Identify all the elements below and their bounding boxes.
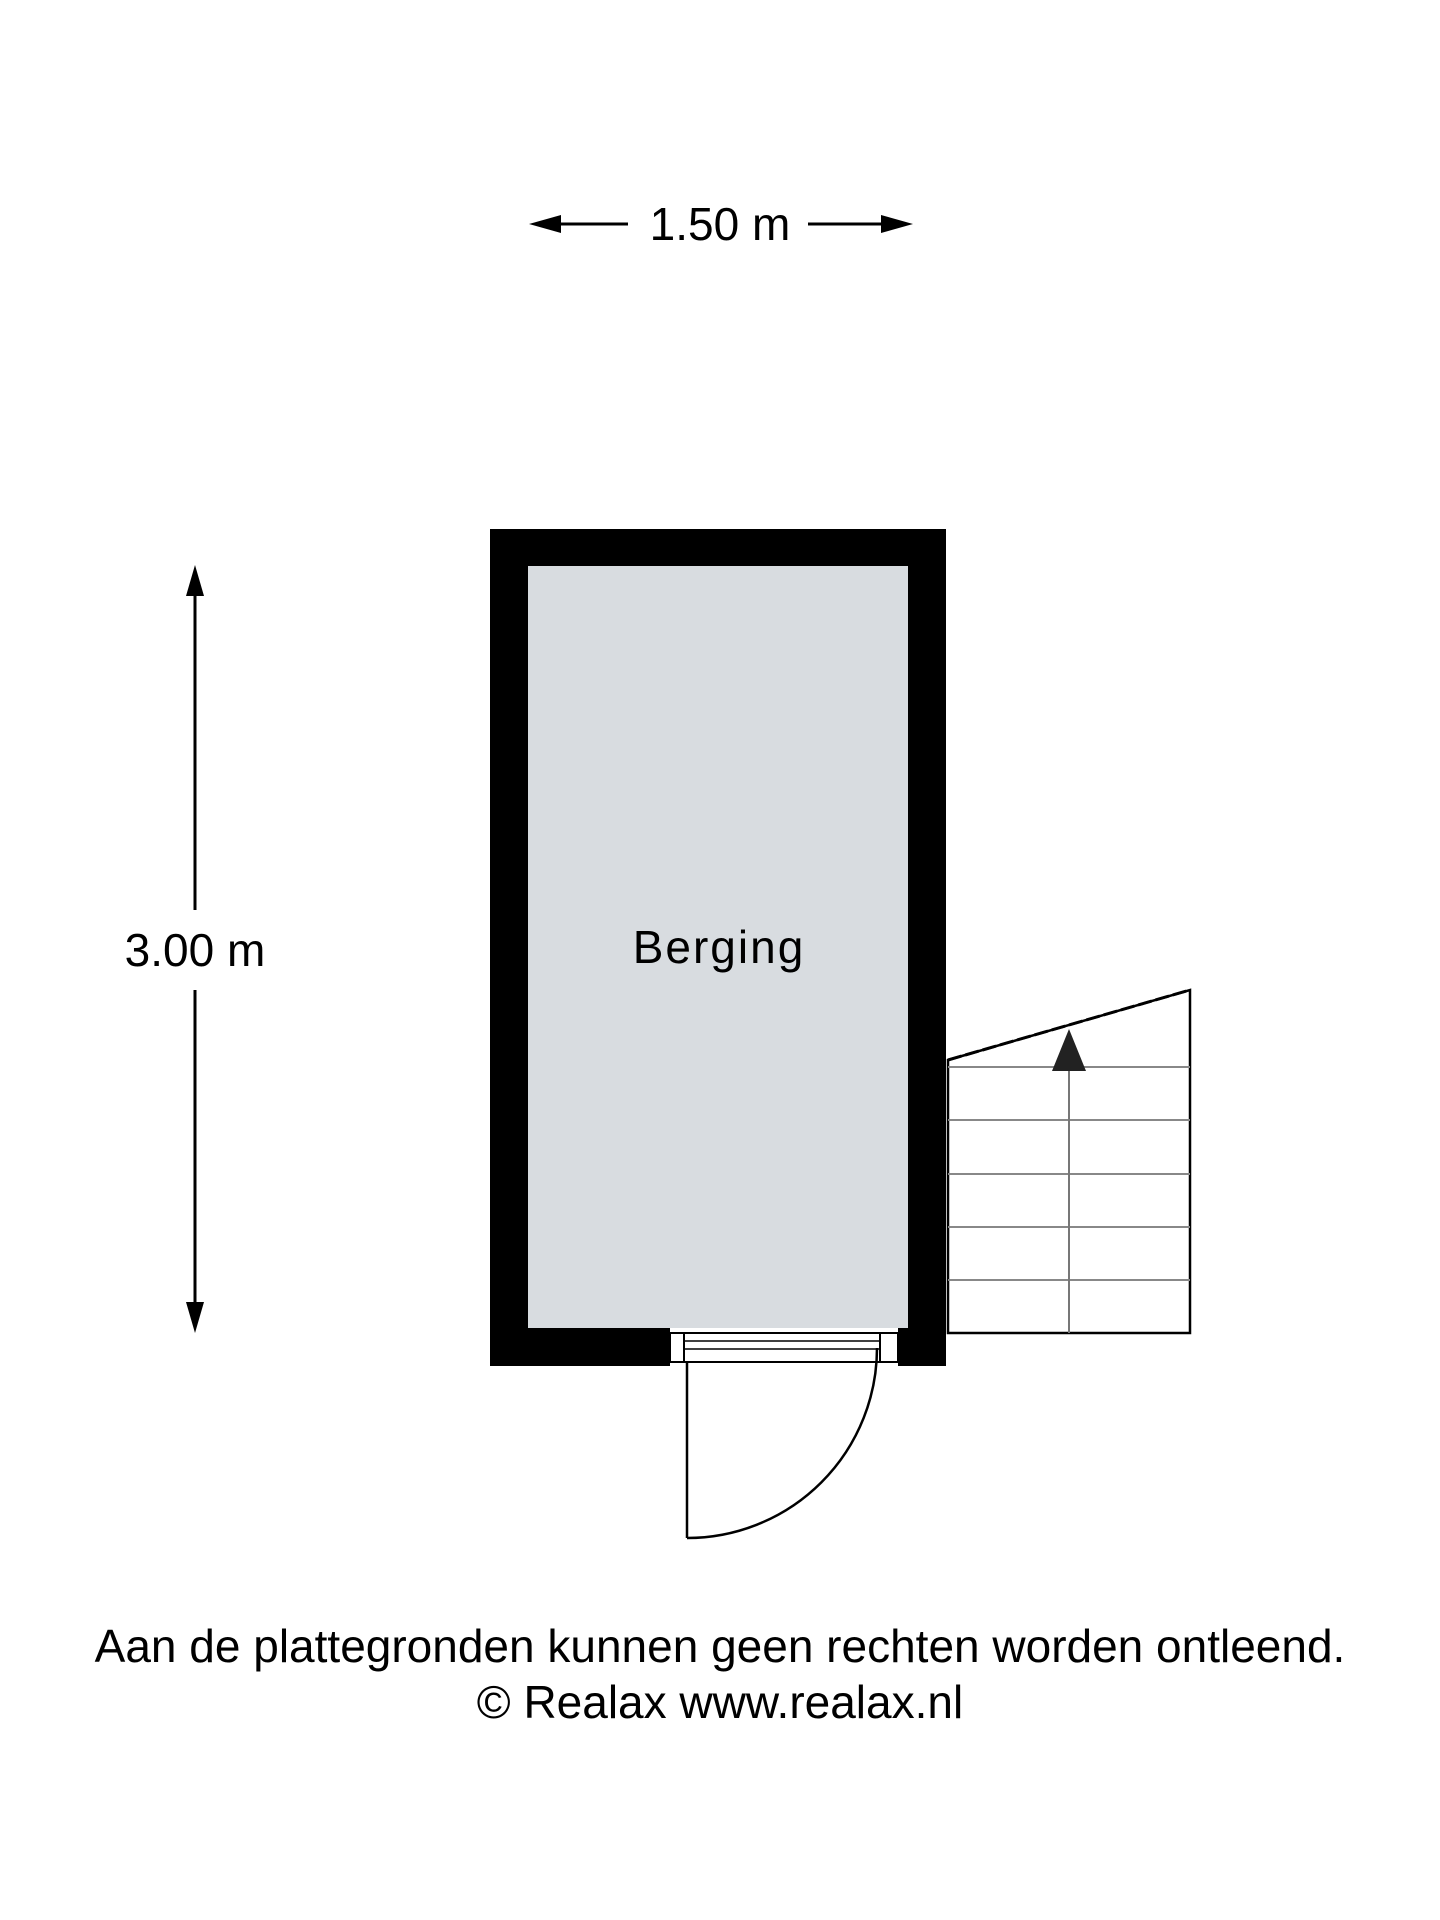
door-swing-arc	[687, 1348, 877, 1538]
height-label: 3.00 m	[124, 924, 266, 976]
height-arrowhead-top	[186, 565, 204, 596]
room-berging	[490, 529, 946, 1538]
width-arrowhead-right	[881, 215, 913, 233]
disclaimer-text: Aan de plattegronden kunnen geen rechten worden ontleend.	[94, 1620, 1346, 1672]
copyright-text: © Realax www.realax.nl	[476, 1676, 964, 1728]
height-dimension	[125, 565, 266, 1333]
width-label: 1.50 m	[649, 198, 791, 250]
width-dimension	[529, 198, 913, 250]
staircase	[948, 990, 1190, 1333]
room-label: Berging	[632, 921, 806, 973]
height-arrowhead-bottom	[186, 1302, 204, 1333]
width-arrowhead-left	[529, 215, 561, 233]
